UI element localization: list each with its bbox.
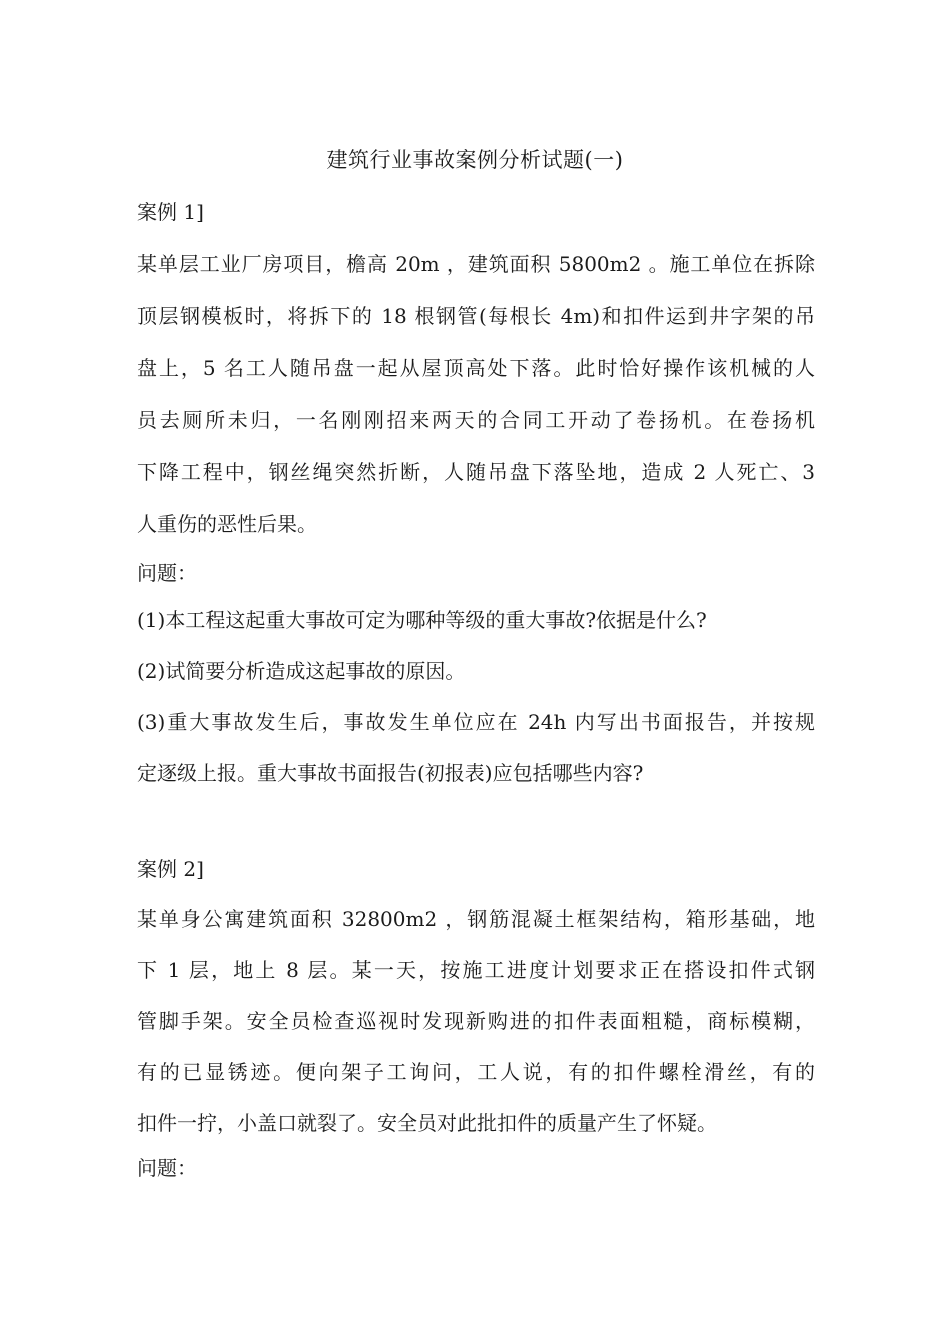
case1-body-line: 人重伤的恶性后果。 — [137, 512, 317, 536]
case1-body-line: 顶层钢模板时，将拆下的 18 根钢管(每根长 4m)和扣件运到井字架的吊 — [137, 304, 815, 328]
case1-question-3: (3)重大事故发生后，事故发生单位应在 24h 内写出书面报告，并按规 — [137, 710, 815, 734]
case1-body-line: 盘上，5 名工人随吊盘一起从屋顶高处下落。此时恰好操作该机械的人 — [137, 356, 815, 380]
case1-question-3-cont: 定逐级上报。重大事故书面报告(初报表)应包括哪些内容? — [137, 761, 644, 785]
case1-body-line: 员去厕所未归，一名刚刚招来两天的合同工开动了卷扬机。在卷扬机 — [137, 408, 815, 432]
case2-body-line: 某单身公寓建筑面积 32800m2 ，钢筋混凝土框架结构，箱形基础，地 — [137, 907, 815, 931]
case1-body-line: 某单层工业厂房项目，檐高 20m ，建筑面积 5800m2 。施工单位在拆除 — [137, 252, 815, 276]
case1-question-1: (1)本工程这起重大事故可定为哪种等级的重大事故?依据是什么? — [137, 608, 707, 632]
case2-body-line: 扣件一拧，小盖口就裂了。安全员对此批扣件的质量产生了怀疑。 — [137, 1111, 717, 1135]
case1-questions-label: 问题： — [137, 561, 197, 585]
case2-body-line: 管脚手架。安全员检查巡视时发现新购进的扣件表面粗糙，商标模糊， — [137, 1009, 815, 1033]
document-title: 建筑行业事故案例分析试题(一) — [326, 148, 624, 172]
case2-body-line: 有的已显锈迹。便向架子工询问，工人说，有的扣件螺栓滑丝，有的 — [137, 1060, 815, 1084]
case1-question-2: (2)试简要分析造成这起事故的原因。 — [137, 659, 466, 683]
case1-body-line: 下降工程中，钢丝绳突然折断，人随吊盘下落坠地，造成 2 人死亡、3 — [137, 460, 815, 484]
case2-body-line: 下 1 层，地上 8 层。某一天，按施工进度计划要求正在搭设扣件式钢 — [137, 958, 815, 982]
case2-questions-label: 问题： — [137, 1156, 197, 1180]
case2-heading: 案例 2] — [137, 857, 204, 881]
case1-heading: 案例 1] — [137, 200, 204, 224]
